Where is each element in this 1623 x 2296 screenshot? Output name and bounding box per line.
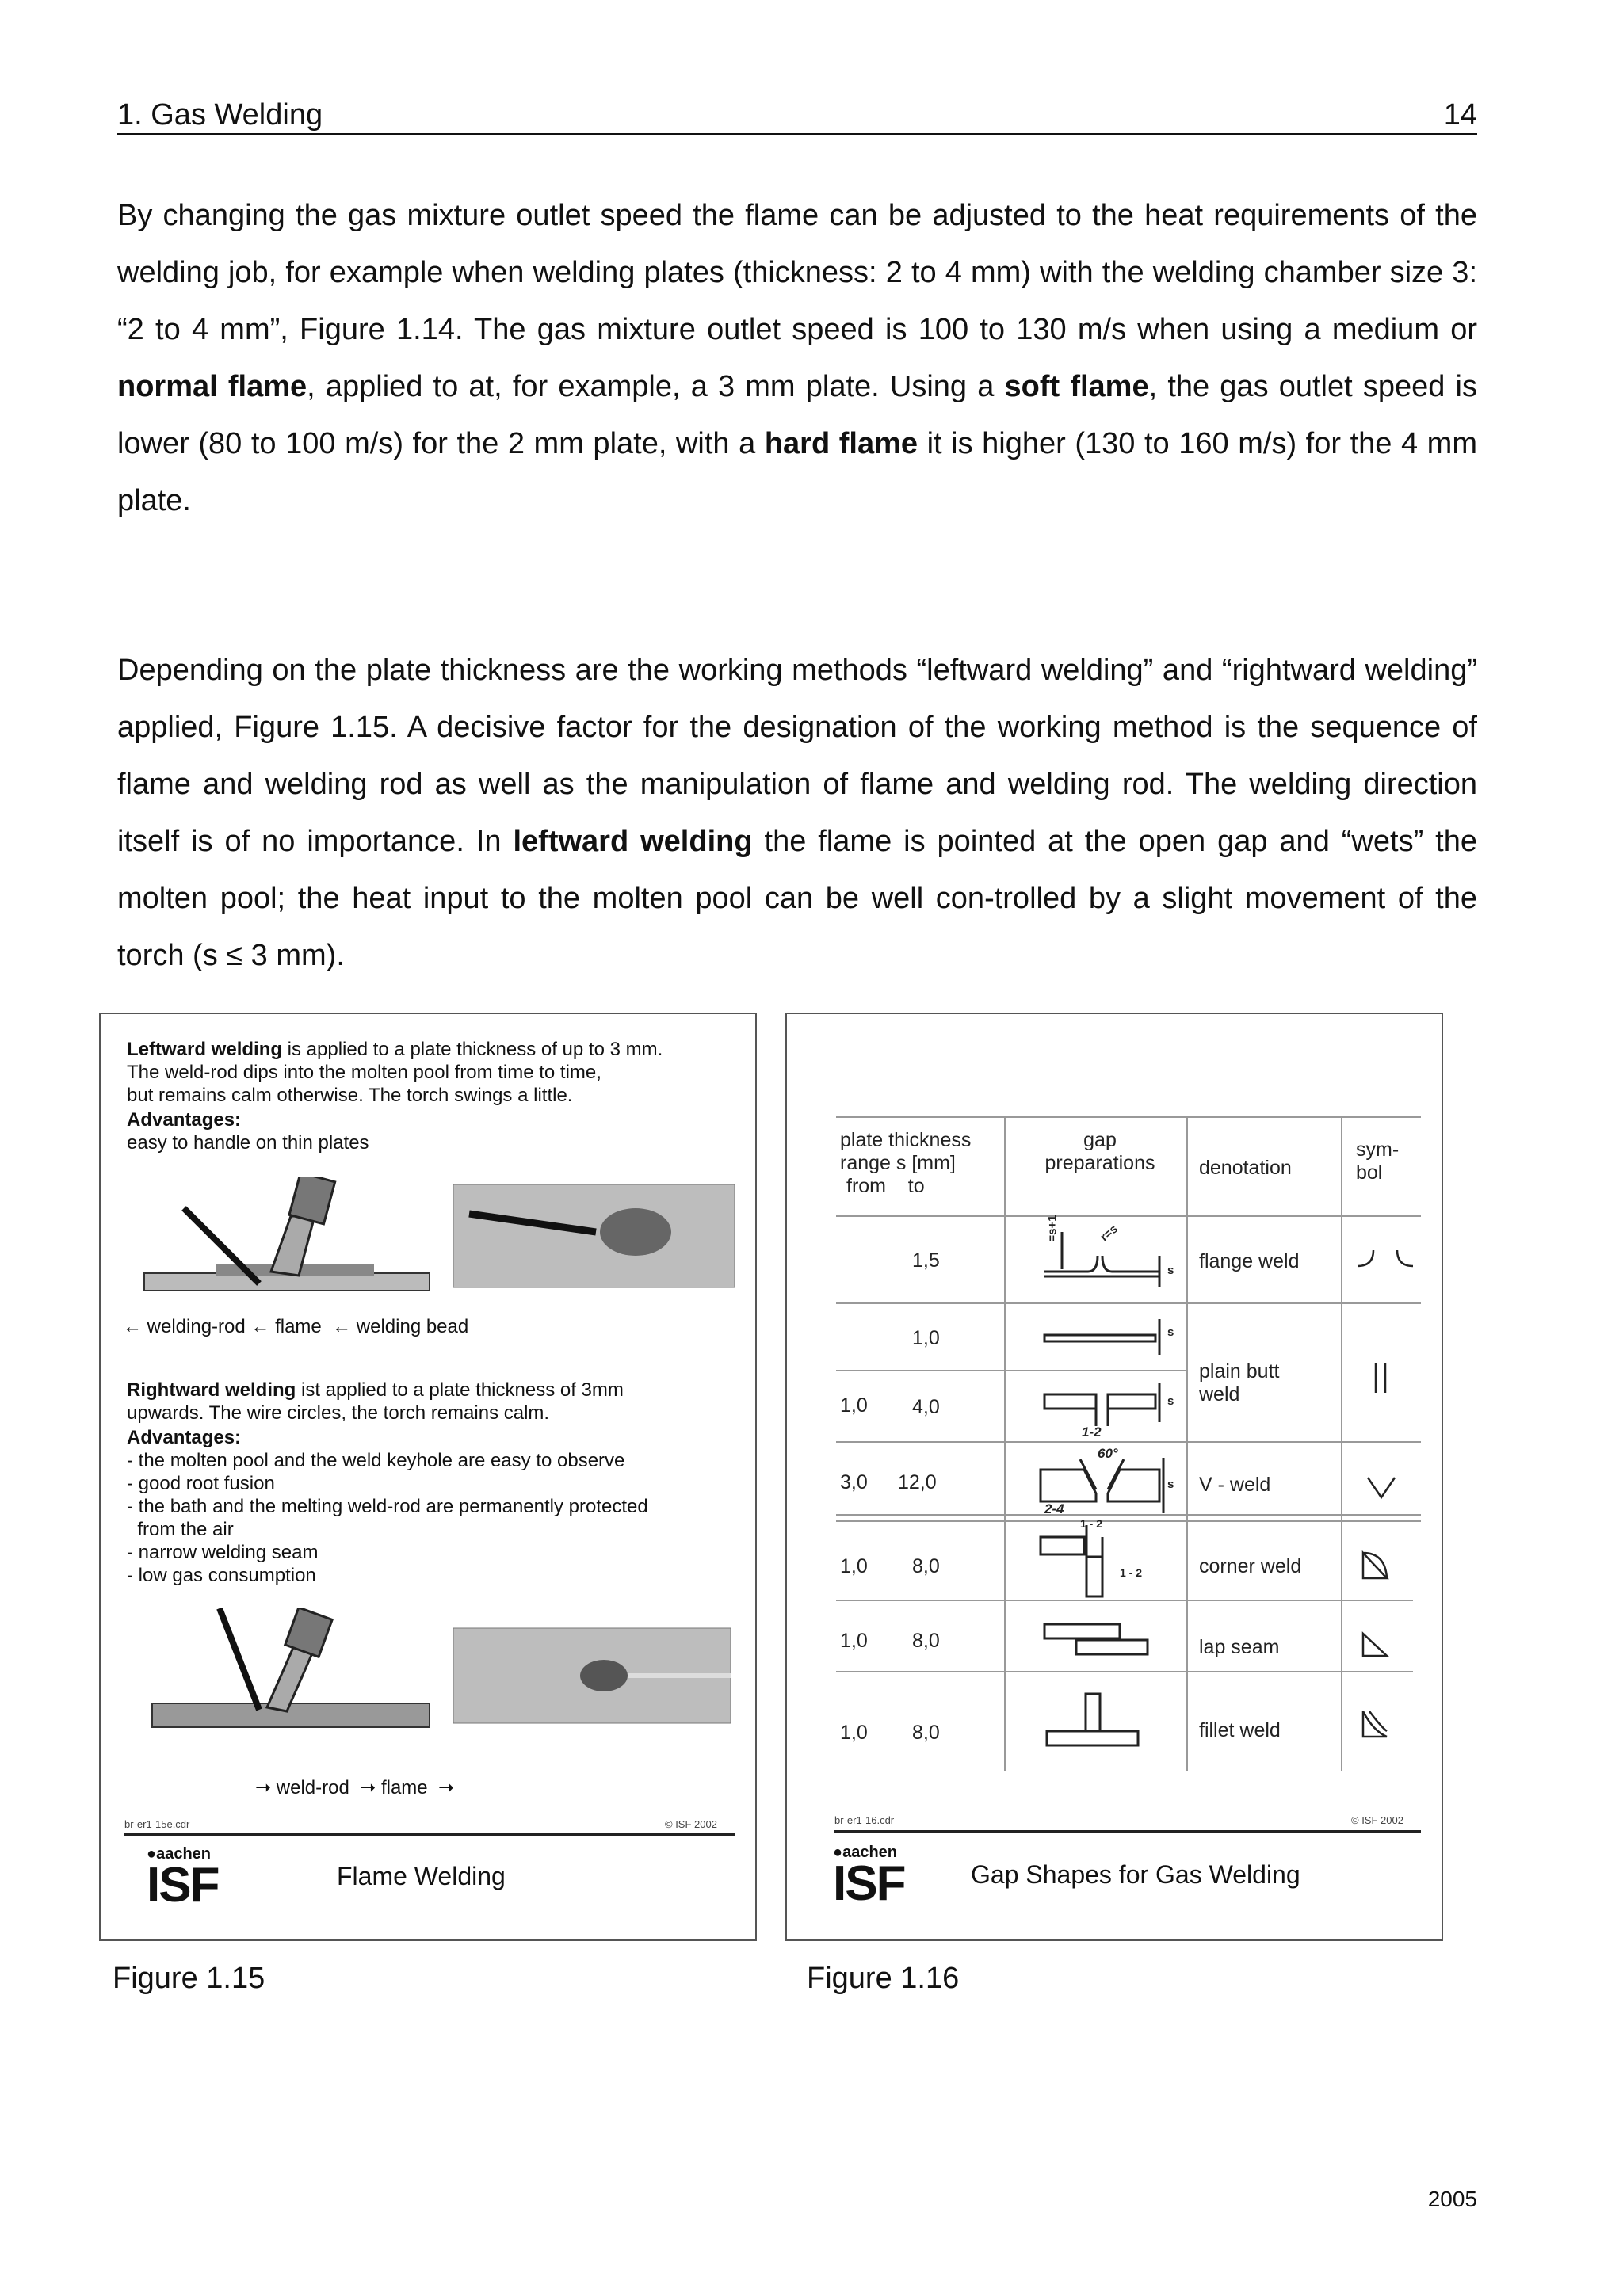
figure-caption-16: Figure 1.16 [807, 1962, 960, 1995]
rightward-labels [255, 1776, 454, 1799]
dim-gap-2-4: 2-4 [1044, 1501, 1064, 1516]
corner-symbol-icon [1363, 1553, 1387, 1578]
advantages2-title: Advantages: [127, 1427, 242, 1448]
footer-rule [124, 1833, 735, 1836]
leftward-description [127, 1038, 729, 1154]
rightward-rod [220, 1608, 259, 1710]
row-denotation: corner weld [1199, 1555, 1302, 1577]
arrow-icon: ➝ [437, 1777, 455, 1798]
advantages1-text: easy to handle on thin plates [127, 1132, 369, 1154]
label-welding-bead: ← welding bead [332, 1316, 469, 1337]
leftward-torch-head [289, 1177, 335, 1224]
gap-plain-thin-drawing [1044, 1319, 1159, 1355]
dim-corner-1-2: 1 - 2 [1080, 1517, 1103, 1530]
figure-title: Gap Shapes for Gas Welding [971, 1860, 1300, 1889]
page-header [117, 97, 1477, 135]
rightward-description [127, 1379, 729, 1587]
leftward-photo [453, 1184, 735, 1287]
row-from: 1,0 [840, 1555, 868, 1577]
flange-symbol-icon [1358, 1250, 1413, 1266]
figure-title: Flame Welding [337, 1862, 506, 1890]
row-to: 1,0 [912, 1327, 940, 1349]
file-name: br-er1-15e.cdr [124, 1818, 190, 1830]
paragraph-welding-methods [117, 642, 1477, 984]
para1-text-c: , applied to at, for example, a 3 mm plate. Using a [307, 370, 1005, 403]
gap-flange-drawing [1044, 1232, 1159, 1287]
page-number: 14 [1443, 98, 1477, 132]
label-welding-rod: ← welding-rod [123, 1316, 246, 1337]
header-from-to: from to [846, 1175, 925, 1197]
para1-bold-soft-flame: soft flame [1004, 370, 1149, 403]
dim-corner-1-2: 1 - 2 [1120, 1566, 1143, 1579]
label-flame-bottom: flame [380, 1777, 428, 1798]
logo-dot-icon: ● [833, 1844, 843, 1861]
logo-aachen: aachen [156, 1845, 212, 1863]
figure-caption-15: Figure 1.15 [113, 1962, 265, 1995]
logo-dot-icon: ● [147, 1845, 157, 1863]
rightward-plate [152, 1703, 430, 1727]
row-denotation: flange weld [1199, 1250, 1300, 1272]
leftward-photo-pool [600, 1208, 671, 1256]
advantages1-title: Advantages: [127, 1109, 242, 1131]
dim-60-degree: 60° [1098, 1446, 1118, 1461]
leftward-labels [123, 1315, 741, 1338]
header-symbol: sym-bol [1356, 1138, 1400, 1184]
lap-symbol-icon [1363, 1634, 1387, 1656]
row-to: 4,0 [912, 1396, 940, 1418]
label-weld-rod: weld-rod [276, 1777, 349, 1798]
rightward-photo-pool [580, 1660, 628, 1691]
row-from: 1,0 [840, 1630, 868, 1652]
label-flame: ← flame [250, 1316, 322, 1337]
para1-bold-normal-flame: normal flame [117, 370, 307, 403]
file-name: br-er1-16.cdr [834, 1814, 895, 1826]
arrow-icon: ➝ [255, 1777, 277, 1798]
header-denotation: denotation [1199, 1157, 1292, 1179]
dim-s: s [1167, 1325, 1174, 1339]
para2-bold-leftward: leftward welding [513, 825, 753, 858]
para2-text-c: the flame is pointed at the open gap and “wets” the molten pool; the heat input to the molten pool can be well con-trolled by a slight movement of the torch (s ≤ 3 mm). [117, 825, 1477, 972]
isf-logo [833, 1844, 905, 1911]
figure-flame-welding [99, 1013, 757, 1941]
dim-r-equals-s: r=s [1098, 1222, 1121, 1245]
leftward-bold: Leftward welding [127, 1039, 283, 1060]
logo-isf: ISF [147, 1858, 219, 1913]
row-from: 1,0 [840, 1394, 868, 1417]
advantage-item: - narrow welding seam [127, 1542, 319, 1563]
chapter-title: 1. Gas Welding [117, 98, 323, 132]
row-denotation: V - weld [1199, 1474, 1271, 1496]
paragraph-flame-speed [117, 187, 1477, 529]
para1-text-d: , the gas outlet speed is lower (80 to 100 m/s) for the 2 mm plate, with a [117, 370, 1477, 460]
gap-plain-thick-drawing [1044, 1383, 1159, 1426]
dim-gap-1-2: 1-2 [1082, 1425, 1102, 1440]
advantage-item: - the molten pool and the weld keyhole are easy to observe [127, 1450, 625, 1471]
dim-s: s [1167, 1394, 1174, 1408]
leftward-line1: is applied to a plate thickness of up to 3 mm. [282, 1039, 663, 1060]
dim-s: s [1167, 1478, 1174, 1491]
header-thickness-label: plate thickness range s [mm] [840, 1129, 972, 1174]
row-to: 8,0 [912, 1722, 940, 1744]
footer-rule [834, 1830, 1421, 1833]
rightward-line1: ist applied to a plate thickness of 3mm [296, 1379, 624, 1401]
fillet-symbol-icon [1363, 1711, 1387, 1737]
para1-bold-hard-flame: hard flame [764, 427, 918, 460]
header-gap: gap preparations [1044, 1129, 1155, 1174]
advantage-item: - low gas consumption [127, 1565, 316, 1586]
row-to: 1,5 [912, 1249, 940, 1272]
gap-lap-drawing [1044, 1624, 1148, 1654]
copyright: © ISF 2002 [665, 1818, 717, 1830]
leftward-line3: but remains calm otherwise. The torch swings a little. [127, 1085, 573, 1106]
advantage-item: from the air [127, 1519, 234, 1540]
advantage-item: - the bath and the melting weld-rod are permanently protected [127, 1496, 648, 1517]
gap-corner-drawing [1041, 1525, 1102, 1596]
row-to: 12,0 [898, 1471, 937, 1493]
row-from: 3,0 [840, 1471, 868, 1493]
logo-aachen: aachen [842, 1844, 898, 1861]
copyright: © ISF 2002 [1351, 1814, 1403, 1826]
row-to: 8,0 [912, 1630, 940, 1652]
gap-fillet-drawing [1047, 1694, 1138, 1745]
footer-year: 2005 [1427, 2187, 1477, 2211]
row-denotation: lap seam [1199, 1636, 1280, 1658]
leftward-line2: The weld-rod dips into the molten pool from time to time, [127, 1062, 601, 1083]
rightward-bold: Rightward welding [127, 1379, 296, 1401]
isf-logo [147, 1845, 219, 1913]
v-symbol-icon [1368, 1478, 1395, 1497]
para1-text-e: it is higher (130 to 160 m/s) for the 4 mm plate. [117, 427, 1477, 517]
row-denotation: plain butt weld [1199, 1360, 1280, 1405]
dim-s: s [1167, 1264, 1174, 1277]
row-denotation: fillet weld [1199, 1719, 1281, 1741]
arrow-icon: ➝ [360, 1777, 381, 1798]
figure-gap-shapes [785, 1013, 1443, 1941]
row-to: 8,0 [912, 1555, 940, 1577]
para2-text-a: Depending on the plate thickness are the working methods “leftward welding” and “rightward welding” applied, Figure 1.15. A decisive factor for the designation of the working method is the sequence of flame and welding rod as well as the manipulation of flame and welding rod. The welding direction itself is of no importance. In [117, 654, 1477, 858]
rightward-welding-illustration [144, 1608, 747, 1767]
dim-s-plus-1: =s+1 [1045, 1215, 1060, 1242]
rightward-line2: upwards. The wire circles, the torch remains calm. [127, 1402, 550, 1424]
advantage-item: - good root fusion [127, 1473, 275, 1494]
row-from: 1,0 [840, 1722, 868, 1744]
logo-isf: ISF [833, 1856, 905, 1911]
header-thickness [840, 1129, 1006, 1198]
para1-text-a: By changing the gas mixture outlet speed the flame can be adjusted to the heat requirements of the welding job, for example when welding plates (thickness: 2 to 4 mm) with the welding chamber size 3: “2 to 4 mm”, Figure 1.14. The gas mixture outlet speed is 100 to 130 m/s when using a medium or [117, 199, 1477, 346]
